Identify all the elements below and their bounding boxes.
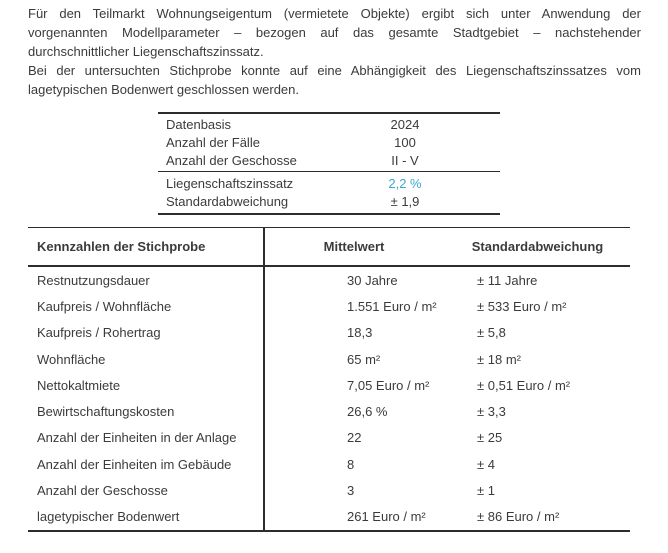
table-row	[28, 293, 630, 319]
row-standardabweichung: ± 11 Jahre	[477, 272, 538, 288]
row-standardabweichung: ± 1	[477, 483, 495, 499]
intro-line: Bei der untersuchten Stichprobe konnte auf eine Abhängigkeit des Liegenschaftszinssatzes vom	[28, 63, 641, 78]
table-column-divider	[263, 228, 265, 530]
row-mittelwert: 22	[347, 430, 362, 446]
row-label: Bewirtschaftungskosten	[37, 404, 175, 420]
row-mittelwert: 3	[347, 483, 355, 499]
row-standardabweichung: ± 86 Euro / m²	[477, 509, 560, 525]
row-mittelwert: 1.551 Euro / m²	[347, 298, 437, 314]
table-row	[28, 425, 630, 451]
table-row	[28, 372, 630, 398]
table-row	[28, 320, 630, 346]
row-value: ± 1,9	[390, 193, 420, 209]
table-row	[28, 267, 630, 293]
table-header-row	[28, 228, 630, 267]
row-label: Kaufpreis / Wohnfläche	[37, 298, 172, 314]
summary-table-result-section	[158, 172, 500, 213]
table-row-datenbasis	[158, 115, 500, 133]
row-standardabweichung: ± 25	[477, 430, 503, 446]
table-row	[28, 346, 630, 372]
column-header-mittelwert: Mittelwert	[323, 239, 385, 254]
row-label: lagetypischer Bodenwert	[37, 509, 180, 525]
summary-table-top-section	[158, 114, 500, 172]
row-label: Anzahl der Geschosse	[37, 483, 168, 499]
table-row	[28, 477, 630, 503]
row-label: Datenbasis	[166, 116, 232, 132]
intro-paragraph-2	[28, 61, 641, 99]
row-value: 2024	[390, 116, 420, 132]
row-standardabweichung: ± 533 Euro / m²	[477, 298, 567, 314]
row-label: Kaufpreis / Rohertrag	[37, 325, 161, 341]
row-standardabweichung: ± 0,51 Euro / m²	[477, 377, 571, 393]
row-mittelwert: 261 Euro / m²	[347, 509, 426, 525]
row-standardabweichung: ± 5,8	[477, 325, 506, 341]
row-value: II - V	[391, 152, 419, 168]
row-mittelwert: 65 m²	[347, 351, 381, 367]
column-header-kennzahlen: Kennzahlen der Stichprobe	[37, 239, 206, 254]
row-mittelwert: 18,3	[347, 325, 373, 341]
row-mittelwert: 30 Jahre	[347, 272, 398, 288]
liegenschaftszinssatz-summary-table	[158, 112, 500, 215]
row-label: Liegenschaftszinssatz	[166, 175, 294, 191]
table-row-standardabweichung	[158, 192, 500, 210]
row-standardabweichung: ± 3,3	[477, 404, 506, 420]
table-row-anzahl-geschosse	[158, 151, 500, 169]
liegenschaftszinssatz-value: 2,2 %	[388, 175, 422, 191]
row-label: Wohnfläche	[37, 351, 106, 367]
intro-text-block	[28, 4, 641, 99]
intro-line: lagetypischen Bodenwert geschlossen werden.	[28, 82, 300, 97]
row-label: Nettokaltmiete	[37, 377, 121, 393]
row-label: Anzahl der Einheiten im Gebäude	[37, 456, 232, 472]
row-mittelwert: 26,6 %	[347, 404, 388, 420]
row-label: Restnutzungsdauer	[37, 272, 150, 288]
table-row	[28, 398, 630, 424]
row-standardabweichung: ± 18 m²	[477, 351, 521, 367]
row-mittelwert: 8	[347, 456, 355, 472]
intro-line: Für den Teilmarkt Wohnungseigentum (vermietete Objekte) ergibt sich unter Anwendung der	[28, 6, 641, 21]
table-row-anzahl-faelle	[158, 133, 500, 151]
intro-line: vorgenannten Modellparameter – bezogen auf das gesamte Stadtgebiet – nachstehender	[28, 25, 641, 40]
column-header-standardabweichung: Standardabweichung	[471, 239, 604, 254]
intro-paragraph-1	[28, 4, 641, 61]
row-label: Anzahl der Einheiten in der Anlage	[37, 430, 237, 446]
row-label: Anzahl der Geschosse	[166, 152, 297, 168]
row-value: 100	[394, 134, 416, 150]
table-row	[28, 504, 630, 530]
table-row	[28, 451, 630, 477]
row-label: Standardabweichung	[166, 193, 289, 209]
row-label: Anzahl der Fälle	[166, 134, 260, 150]
kennzahlen-stichprobe-table	[28, 227, 630, 532]
intro-line: durchschnittlicher Liegenschaftszinssatz.	[28, 44, 264, 59]
row-standardabweichung: ± 4	[477, 456, 495, 472]
row-mittelwert: 7,05 Euro / m²	[347, 377, 430, 393]
table-row-liegenschaftszinssatz	[158, 174, 500, 192]
